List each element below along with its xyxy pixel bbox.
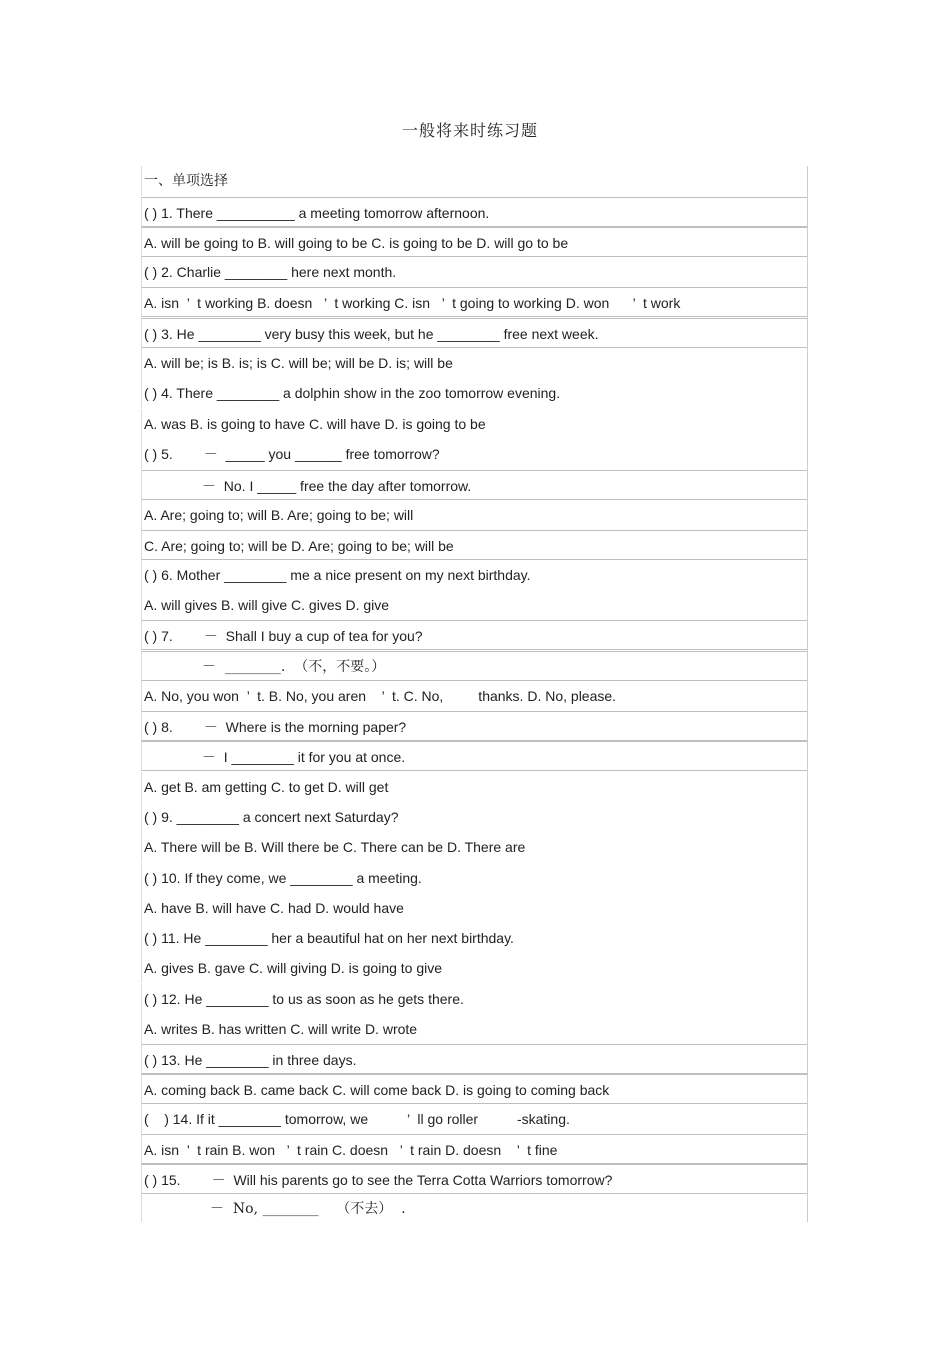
- question-10-options: [141, 893, 807, 923]
- question-1: [141, 197, 807, 227]
- question-3-options: [141, 348, 807, 378]
- question-5-options-c: [141, 530, 807, 560]
- question-9-options: [141, 832, 807, 862]
- question-11-options-text: A. gives B. gave C. will giving D. is going to give: [144, 960, 443, 976]
- question-15-text: ( ) 15. － Will his parents go to see the Terra Cotta Warriors tomorrow?: [144, 1172, 613, 1188]
- question-12-options-text: A. writes B. has written C. will write D. wrote: [144, 1021, 418, 1037]
- question-15: [141, 1164, 807, 1194]
- question-2: [141, 257, 807, 287]
- section-heading-row: [141, 166, 807, 196]
- question-8-text: ( ) 8. － Where is the morning paper?: [144, 719, 407, 735]
- question-8-options: [141, 772, 807, 802]
- page-title: 一般将来时练习题: [401, 121, 538, 140]
- question-9-text: ( ) 9. ________ a concert next Saturday?: [144, 809, 399, 825]
- question-8-dialogue: [141, 741, 807, 771]
- question-5-text: ( ) 5. － _____ you ______ free tomorrow?: [144, 446, 440, 462]
- question-14-text: ( ) 14. If it ________ tomorrow, we ’ ll go roller -skating.: [144, 1111, 570, 1127]
- question-12-options: [141, 1014, 807, 1044]
- question-13-text: ( ) 13. He ________ in three days.: [144, 1052, 357, 1068]
- question-12: [141, 984, 807, 1014]
- question-9-options-text: A. There will be B. Will there be C. There can be D. There are: [144, 839, 526, 855]
- question-1-text: ( ) 1. There __________ a meeting tomorrow afternoon.: [144, 205, 490, 221]
- question-10-options-text: A. have B. will have C. had D. would have: [144, 900, 404, 916]
- question-8-dialogue-text: － I ________ it for you at once.: [202, 749, 406, 765]
- question-12-text: ( ) 12. He ________ to us as soon as he gets there.: [144, 991, 464, 1007]
- question-11-options: [141, 953, 807, 983]
- question-6-options: [141, 590, 807, 620]
- question-3: [141, 318, 807, 348]
- question-3-options-text: A. will be; is B. is; is C. will be; will be D. is; will be: [144, 355, 453, 371]
- question-5-dialogue-text: － No. I _____ free the day after tomorrow.: [202, 478, 472, 494]
- question-2-text: ( ) 2. Charlie ________ here next month.: [144, 264, 397, 280]
- question-4: [141, 378, 807, 408]
- question-6-options-text: A. will gives B. will give C. gives D. give: [144, 597, 390, 613]
- question-14-options: [141, 1134, 807, 1164]
- question-5: [141, 439, 807, 469]
- question-13-options: [141, 1074, 807, 1104]
- question-13: [141, 1044, 807, 1074]
- question-7-options-text: A. No, you won ’ t. B. No, you aren ’ t. C. No, thanks. D. No, please.: [144, 688, 617, 704]
- question-4-options: [141, 409, 807, 439]
- question-5-dialogue: [141, 470, 807, 500]
- question-7-options: [141, 681, 807, 711]
- exercise-sheet: [141, 166, 808, 1222]
- question-1-options: [141, 227, 807, 257]
- question-14-options-text: A. isn ’ t rain B. won ’ t rain C. doesn ’ t rain D. doesn ’ t fine: [144, 1142, 558, 1158]
- question-8-options-text: A. get B. am getting C. to get D. will get: [144, 779, 389, 795]
- question-5-options-a: [141, 500, 807, 530]
- question-7-dialogue: [141, 651, 807, 681]
- question-10: [141, 863, 807, 893]
- question-15-dialogue: [141, 1194, 807, 1222]
- question-1-options-text: A. will be going to B. will going to be C. is going to be D. will go to be: [144, 235, 569, 251]
- question-2-options: [141, 287, 807, 317]
- question-7: [141, 620, 807, 650]
- question-6: [141, 560, 807, 590]
- question-7-dialogue-text: － ________. （不，不要。）: [202, 659, 386, 675]
- question-8: [141, 711, 807, 741]
- question-11: [141, 923, 807, 953]
- question-7-text: ( ) 7. － Shall I buy a cup of tea for you?: [144, 628, 423, 644]
- question-13-options-text: A. coming back B. came back C. will come back D. is going to coming back: [144, 1082, 610, 1098]
- question-9: [141, 802, 807, 832]
- question-2-options-text: A. isn ’ t working B. doesn ’ t working C. isn ’ t going to working D. won ’ t work: [144, 295, 681, 311]
- question-4-options-text: A. was B. is going to have C. will have D. is going to be: [144, 416, 486, 432]
- question-4-text: ( ) 4. There ________ a dolphin show in the zoo tomorrow evening.: [144, 385, 561, 401]
- question-5-options-c-text: C. Are; going to; will be D. Are; going to be; will be: [144, 538, 454, 554]
- question-14: [141, 1104, 807, 1134]
- question-10-text: ( ) 10. If they come, we ________ a meeting.: [144, 870, 422, 886]
- question-3-text: ( ) 3. He ________ very busy this week, but he ________ free next week.: [144, 326, 599, 342]
- question-6-text: ( ) 6. Mother ________ me a nice present on my next birthday.: [144, 567, 531, 583]
- section-heading: 一、单项选择: [144, 173, 228, 189]
- question-11-text: ( ) 11. He ________ her a beautiful hat on her next birthday.: [144, 930, 514, 946]
- question-15-dialogue-text: － No, ________ （不去） .: [210, 1201, 406, 1217]
- question-5-options-a-text: A. Are; going to; will B. Are; going to be; will: [144, 507, 414, 523]
